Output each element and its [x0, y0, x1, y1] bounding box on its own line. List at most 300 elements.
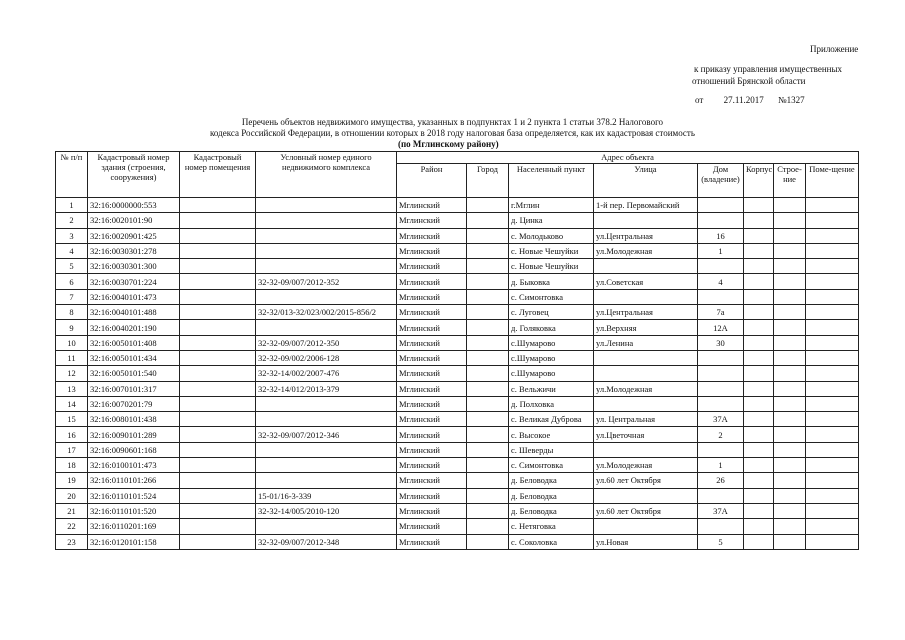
cell-city [467, 305, 509, 320]
cell-district: Мглинский [397, 473, 467, 488]
cell-cadastral-number: 32:16:0090101:289 [88, 427, 180, 442]
cell-house: 4 [698, 274, 744, 289]
cell-corpus [744, 519, 774, 534]
cell-locality: с. Шеверды [509, 442, 594, 457]
cell-locality: д. Быковка [509, 274, 594, 289]
cell-city [467, 534, 509, 549]
cell-locality: д. Беловодка [509, 473, 594, 488]
cell-city [467, 350, 509, 365]
cell-num: 15 [56, 412, 88, 427]
cell-corpus [744, 412, 774, 427]
cell-num: 22 [56, 519, 88, 534]
cell-district: Мглинский [397, 412, 467, 427]
cell-corpus [744, 473, 774, 488]
cell-complex-number: 32-32-09/007/2012-346 [256, 427, 397, 442]
cell-locality: с.Шумарово [509, 366, 594, 381]
cell-complex-number [256, 473, 397, 488]
cell-city [467, 488, 509, 503]
cell-district: Мглинский [397, 228, 467, 243]
cell-district: Мглинский [397, 366, 467, 381]
header-house: Дом (владение) [698, 164, 744, 198]
header-city: Город [467, 164, 509, 198]
cell-building [774, 198, 806, 213]
cell-room-number [180, 335, 256, 350]
cell-num: 6 [56, 274, 88, 289]
appendix-label: Приложение [810, 44, 859, 54]
header-address: Адрес объекта [397, 152, 859, 164]
cell-house [698, 259, 744, 274]
cell-cadastral-number: 32:16:0050101:540 [88, 366, 180, 381]
cell-street [594, 519, 698, 534]
cell-house: 37А [698, 503, 744, 518]
cell-locality: д. Беловодка [509, 503, 594, 518]
cell-room [806, 350, 859, 365]
cell-room-number [180, 228, 256, 243]
table-row [56, 503, 859, 518]
cell-locality: с. Нетяговка [509, 519, 594, 534]
cell-cadastral-number: 32:16:0080101:438 [88, 412, 180, 427]
cell-room [806, 534, 859, 549]
cell-corpus [744, 488, 774, 503]
cell-num: 20 [56, 488, 88, 503]
cell-room-number [180, 458, 256, 473]
cell-city [467, 198, 509, 213]
cell-city [467, 366, 509, 381]
cell-corpus [744, 243, 774, 258]
cell-room [806, 427, 859, 442]
cell-cadastral-number: 32:16:0090601:168 [88, 442, 180, 457]
cell-building [774, 519, 806, 534]
cell-corpus [744, 442, 774, 457]
cell-city [467, 396, 509, 411]
cell-house [698, 198, 744, 213]
cell-complex-number: 32-32-14/002/2007-476 [256, 366, 397, 381]
cell-complex-number: 32-32-09/007/2012-352 [256, 274, 397, 289]
cell-num: 18 [56, 458, 88, 473]
table-row [56, 198, 859, 213]
cell-cadastral-number: 32:16:0070201:79 [88, 396, 180, 411]
cell-house [698, 396, 744, 411]
cell-building [774, 335, 806, 350]
cell-complex-number: 32-32/013-32/023/002/2015-856/2 [256, 305, 397, 320]
cell-locality: с. Симонтовка [509, 458, 594, 473]
cell-room-number [180, 442, 256, 457]
cell-district: Мглинский [397, 274, 467, 289]
cell-room-number [180, 366, 256, 381]
cell-city [467, 259, 509, 274]
cell-house [698, 381, 744, 396]
cell-street [594, 396, 698, 411]
cell-room [806, 243, 859, 258]
cell-building [774, 305, 806, 320]
cell-building [774, 228, 806, 243]
table-row [56, 534, 859, 549]
cell-district: Мглинский [397, 442, 467, 457]
cell-locality: с. Соколовка [509, 534, 594, 549]
cell-locality: с.Шумарово [509, 335, 594, 350]
header-room: Поме-щение [806, 164, 859, 198]
cell-city [467, 335, 509, 350]
date-prefix: от [695, 95, 704, 105]
cell-building [774, 274, 806, 289]
cell-street [594, 350, 698, 365]
cell-cadastral-number: 32:16:0110201:169 [88, 519, 180, 534]
order-number: №1327 [778, 95, 805, 105]
cell-house: 1 [698, 243, 744, 258]
cell-room [806, 442, 859, 457]
cell-street: ул.Советская [594, 274, 698, 289]
table-row [56, 427, 859, 442]
cell-district: Мглинский [397, 198, 467, 213]
cell-cadastral-number: 32:16:0030701:224 [88, 274, 180, 289]
cell-room-number [180, 381, 256, 396]
cell-complex-number [256, 442, 397, 457]
table-row [56, 228, 859, 243]
table-row [56, 335, 859, 350]
cell-locality: г.Мглин [509, 198, 594, 213]
cell-building [774, 412, 806, 427]
cell-room [806, 396, 859, 411]
cell-num: 16 [56, 427, 88, 442]
cell-room [806, 381, 859, 396]
cell-city [467, 213, 509, 228]
cell-corpus [744, 289, 774, 304]
table-row [56, 350, 859, 365]
cell-street: ул.Верхняя [594, 320, 698, 335]
cell-district: Мглинский [397, 427, 467, 442]
cell-cadastral-number: 32:16:0110101:520 [88, 503, 180, 518]
table-row [56, 473, 859, 488]
cell-room-number [180, 396, 256, 411]
cell-room [806, 213, 859, 228]
cell-city [467, 473, 509, 488]
cell-num: 3 [56, 228, 88, 243]
cell-corpus [744, 427, 774, 442]
property-registry-table [55, 151, 859, 550]
cell-corpus [744, 320, 774, 335]
document-title-district: (по Мглинскому району) [398, 139, 499, 149]
table-row [56, 259, 859, 274]
cell-building [774, 320, 806, 335]
cell-num: 4 [56, 243, 88, 258]
cell-district: Мглинский [397, 519, 467, 534]
cell-street: ул.60 лет Октября [594, 473, 698, 488]
table-row [56, 320, 859, 335]
cell-complex-number [256, 213, 397, 228]
cell-locality: с. Луговец [509, 305, 594, 320]
cell-complex-number: 15-01/16-3-339 [256, 488, 397, 503]
cell-street [594, 488, 698, 503]
cell-room [806, 274, 859, 289]
cell-locality: с. Высокое [509, 427, 594, 442]
cell-city [467, 412, 509, 427]
cell-district: Мглинский [397, 335, 467, 350]
cell-district: Мглинский [397, 381, 467, 396]
order-reference-line1: к приказу управления имущественных [694, 64, 843, 74]
cell-district: Мглинский [397, 243, 467, 258]
cell-house: 16 [698, 228, 744, 243]
cell-room-number [180, 274, 256, 289]
cell-building [774, 366, 806, 381]
cell-corpus [744, 350, 774, 365]
cell-num: 8 [56, 305, 88, 320]
cell-num: 19 [56, 473, 88, 488]
cell-corpus [744, 503, 774, 518]
cell-street: ул.Ленина [594, 335, 698, 350]
cell-house: 30 [698, 335, 744, 350]
cell-street: ул.Молодежная [594, 381, 698, 396]
cell-num: 1 [56, 198, 88, 213]
cell-cadastral-number: 32:16:0050101:408 [88, 335, 180, 350]
order-reference-line2: отношений Брянской области [692, 76, 806, 86]
cell-room [806, 305, 859, 320]
cell-corpus [744, 381, 774, 396]
table-row [56, 442, 859, 457]
cell-building [774, 350, 806, 365]
cell-district: Мглинский [397, 320, 467, 335]
cell-num: 10 [56, 335, 88, 350]
cell-corpus [744, 534, 774, 549]
cell-cadastral-number: 32:16:0050101:434 [88, 350, 180, 365]
cell-cadastral-number: 32:16:0040201:190 [88, 320, 180, 335]
cell-num: 21 [56, 503, 88, 518]
header-building: Строе-ние [774, 164, 806, 198]
cell-room-number [180, 213, 256, 228]
cell-room [806, 289, 859, 304]
cell-building [774, 534, 806, 549]
cell-locality: с. Великая Дуброва [509, 412, 594, 427]
cell-house [698, 488, 744, 503]
cell-room [806, 519, 859, 534]
cell-house [698, 442, 744, 457]
cell-locality: д. Цинка [509, 213, 594, 228]
cell-room [806, 473, 859, 488]
cell-building [774, 289, 806, 304]
header-street: Улица [594, 164, 698, 198]
cell-room [806, 335, 859, 350]
cell-room-number [180, 473, 256, 488]
table-row [56, 366, 859, 381]
table-row [56, 274, 859, 289]
cell-room-number [180, 519, 256, 534]
cell-locality: с. Вельжичи [509, 381, 594, 396]
cell-corpus [744, 213, 774, 228]
cell-num: 2 [56, 213, 88, 228]
cell-building [774, 442, 806, 457]
cell-num: 9 [56, 320, 88, 335]
cell-district: Мглинский [397, 305, 467, 320]
cell-num: 11 [56, 350, 88, 365]
cell-cadastral-number: 32:16:0030301:278 [88, 243, 180, 258]
order-date-line [695, 95, 805, 105]
cell-room-number [180, 412, 256, 427]
cell-building [774, 427, 806, 442]
cell-cadastral-number: 32:16:0070101:317 [88, 381, 180, 396]
cell-complex-number [256, 289, 397, 304]
cell-building [774, 473, 806, 488]
cell-room-number [180, 427, 256, 442]
cell-room-number [180, 305, 256, 320]
cell-house: 5 [698, 534, 744, 549]
table-row [56, 412, 859, 427]
cell-locality: с.Шумарово [509, 350, 594, 365]
cell-complex-number [256, 259, 397, 274]
cell-room-number [180, 320, 256, 335]
header-cadastral-room: Кадастровый номер помещения [180, 152, 256, 198]
cell-complex-number: 32-32-09/007/2012-348 [256, 534, 397, 549]
table-row [56, 396, 859, 411]
cell-building [774, 243, 806, 258]
cell-corpus [744, 366, 774, 381]
cell-house: 7а [698, 305, 744, 320]
header-district: Район [397, 164, 467, 198]
cell-building [774, 396, 806, 411]
cell-locality: д. Голяковка [509, 320, 594, 335]
table-row [56, 213, 859, 228]
cell-locality: с. Новые Чешуйки [509, 259, 594, 274]
cell-house [698, 366, 744, 381]
cell-locality: с. Новые Чешуйки [509, 243, 594, 258]
cell-num: 7 [56, 289, 88, 304]
cell-city [467, 243, 509, 258]
cell-city [467, 289, 509, 304]
cell-building [774, 458, 806, 473]
table-row [56, 381, 859, 396]
cell-cadastral-number: 32:16:0030301:300 [88, 259, 180, 274]
cell-house [698, 519, 744, 534]
cell-complex-number: 32-32-14/012/2013-379 [256, 381, 397, 396]
header-num: № п/п [56, 152, 88, 198]
cell-room-number [180, 289, 256, 304]
cell-street [594, 289, 698, 304]
cell-complex-number: 32-32-09/007/2012-350 [256, 335, 397, 350]
cell-building [774, 381, 806, 396]
cell-house: 1 [698, 458, 744, 473]
cell-building [774, 503, 806, 518]
cell-complex-number [256, 412, 397, 427]
cell-num: 14 [56, 396, 88, 411]
cell-num: 17 [56, 442, 88, 457]
cell-locality: д. Беловодка [509, 488, 594, 503]
header-complex-number: Условный номер единого недвижимого комплекса [256, 152, 397, 198]
cell-city [467, 458, 509, 473]
cell-num: 5 [56, 259, 88, 274]
cell-city [467, 320, 509, 335]
cell-complex-number [256, 243, 397, 258]
cell-room-number [180, 534, 256, 549]
cell-district: Мглинский [397, 213, 467, 228]
cell-house: 12А [698, 320, 744, 335]
cell-cadastral-number: 32:16:0020101:90 [88, 213, 180, 228]
cell-city [467, 381, 509, 396]
cell-complex-number: 32-32-09/002/2006-128 [256, 350, 397, 365]
cell-city [467, 427, 509, 442]
cell-house [698, 213, 744, 228]
cell-cadastral-number: 32:16:0120101:158 [88, 534, 180, 549]
cell-district: Мглинский [397, 458, 467, 473]
cell-street [594, 213, 698, 228]
cell-district: Мглинский [397, 396, 467, 411]
table-row [56, 458, 859, 473]
cell-room-number [180, 243, 256, 258]
cell-cadastral-number: 32:16:0040101:473 [88, 289, 180, 304]
cell-corpus [744, 259, 774, 274]
cell-room-number [180, 503, 256, 518]
cell-district: Мглинский [397, 488, 467, 503]
cell-district: Мглинский [397, 289, 467, 304]
cell-street: ул.Молодежная [594, 458, 698, 473]
cell-room [806, 503, 859, 518]
cell-house: 2 [698, 427, 744, 442]
cell-cadastral-number: 32:16:0110101:524 [88, 488, 180, 503]
cell-complex-number: 32-32-14/005/2010-120 [256, 503, 397, 518]
cell-district: Мглинский [397, 350, 467, 365]
cell-corpus [744, 305, 774, 320]
cell-street [594, 259, 698, 274]
document-title-line2: кодекса Российской Федерации, в отношении которых в 2018 году налоговая база определяется, как их кадастровая стоимость [210, 128, 695, 138]
cell-city [467, 519, 509, 534]
cell-room [806, 259, 859, 274]
header-cadastral-building: Кадастровый номер здания (строения, сооружения) [88, 152, 180, 198]
cell-corpus [744, 198, 774, 213]
cell-city [467, 228, 509, 243]
cell-cadastral-number: 32:16:0000000:553 [88, 198, 180, 213]
cell-num: 23 [56, 534, 88, 549]
cell-locality: с. Симонтовка [509, 289, 594, 304]
cell-corpus [744, 458, 774, 473]
cell-district: Мглинский [397, 503, 467, 518]
cell-room [806, 488, 859, 503]
cell-complex-number [256, 198, 397, 213]
cell-street: ул.Молодежная [594, 243, 698, 258]
cell-room-number [180, 198, 256, 213]
cell-cadastral-number: 32:16:0020901:425 [88, 228, 180, 243]
cell-room-number [180, 488, 256, 503]
cell-room-number [180, 350, 256, 365]
cell-building [774, 213, 806, 228]
cell-cadastral-number: 32:16:0040101:488 [88, 305, 180, 320]
cell-locality: д. Полховка [509, 396, 594, 411]
cell-cadastral-number: 32:16:0100101:473 [88, 458, 180, 473]
cell-num: 12 [56, 366, 88, 381]
header-corpus: Корпус [744, 164, 774, 198]
cell-corpus [744, 274, 774, 289]
cell-room [806, 458, 859, 473]
cell-room-number [180, 259, 256, 274]
cell-street: ул.Новая [594, 534, 698, 549]
cell-street: ул. Центральная [594, 412, 698, 427]
table-row [56, 289, 859, 304]
order-date: 27.11.2017 [723, 95, 764, 105]
table-row [56, 243, 859, 258]
cell-cadastral-number: 32:16:0110101:266 [88, 473, 180, 488]
table-row [56, 519, 859, 534]
cell-district: Мглинский [397, 534, 467, 549]
cell-room [806, 228, 859, 243]
table-row [56, 305, 859, 320]
cell-house [698, 350, 744, 365]
document-title-line1: Перечень объектов недвижимого имущества, указанных в подпунктах 1 и 2 пункта 1 статьи 378.2 Налогового [241, 117, 664, 127]
cell-room [806, 320, 859, 335]
cell-city [467, 503, 509, 518]
cell-room [806, 412, 859, 427]
cell-num: 13 [56, 381, 88, 396]
cell-city [467, 442, 509, 457]
cell-street: ул.Цветочная [594, 427, 698, 442]
cell-street [594, 442, 698, 457]
cell-street [594, 366, 698, 381]
cell-complex-number [256, 320, 397, 335]
